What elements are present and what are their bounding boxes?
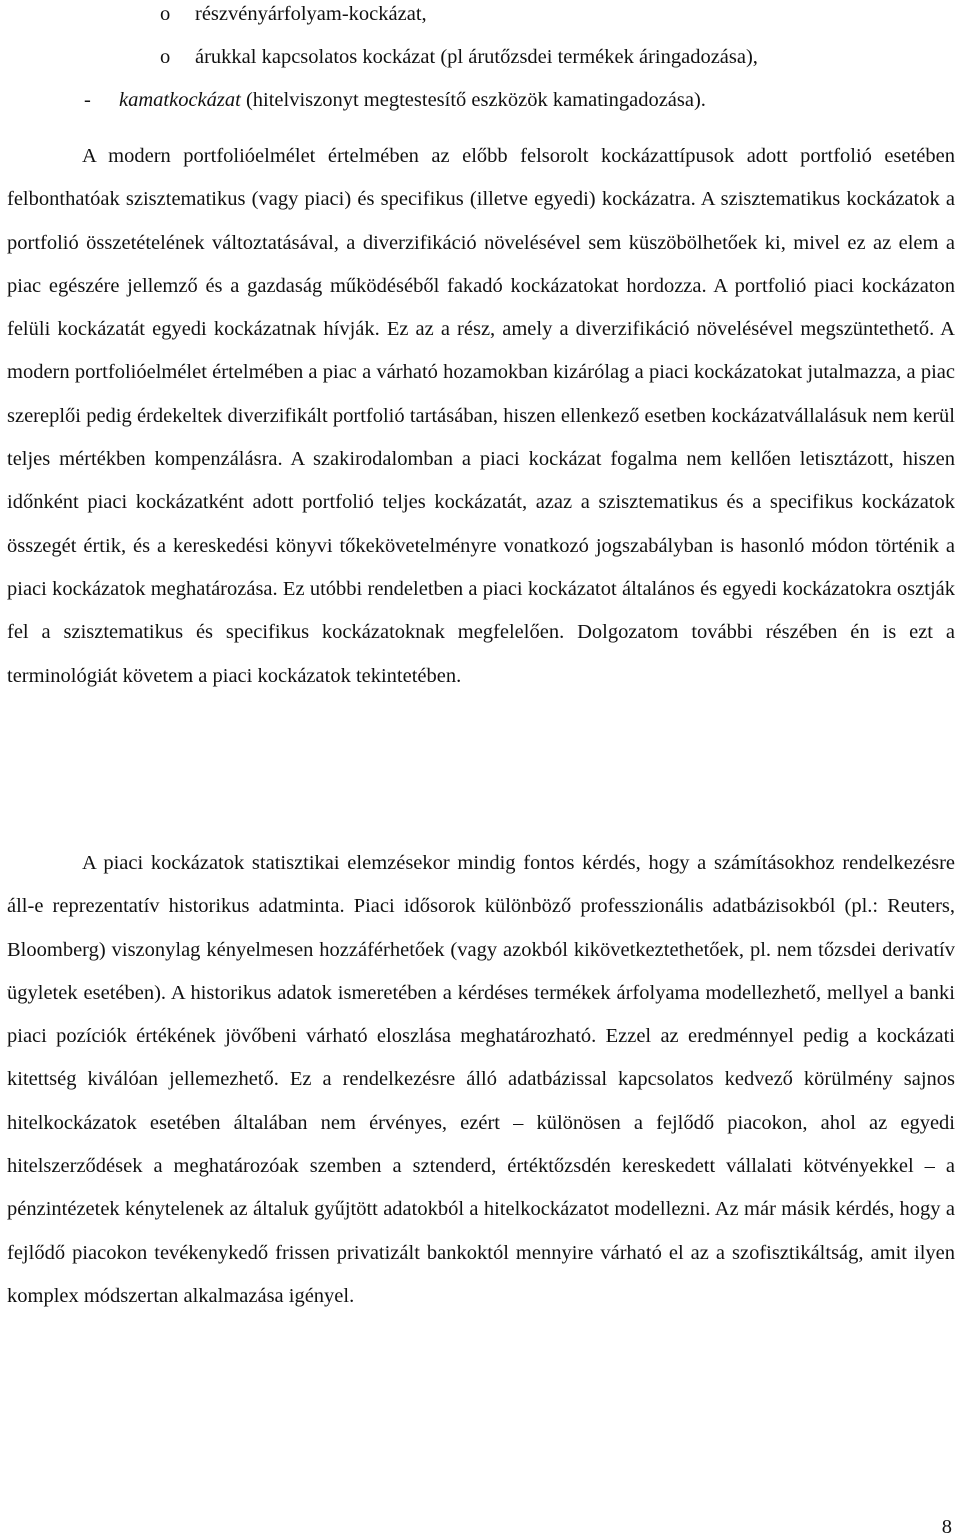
list-item (160, 45, 920, 69)
page-number: 8 (941, 1516, 952, 1538)
dash-item-text (119, 88, 706, 112)
list-item-text: árukkal kapcsolatos kockázat (pl árutőzsdei termékek áringadozása), (195, 46, 758, 68)
bullet-marker: o (160, 46, 171, 68)
paragraph-2-text: A piaci kockázatok statisztikai elemzésekor mindig fontos kérdés, hogy a számításokhoz rendelkezésre áll-e reprezentatív historikus adatminta. Piaci idősorok különböző professzionális adatbázisokból (pl.: Reuters, Bloomberg) viszonylag kényelmesen hozzáférhetőek (vagy azokból kikövetkeztethetőek, pl. nem tőzsdei derivatív ügyletek esetében). A historikus adatok ismeretében a kérdéses termékek árfolyama modellezhető, mellyel a banki piaci pozíciók értékének jövőbeni várható eloszlása meghatározható. Ezzel az eredménnyel pedig a kockázati kitettség kiválóan jellemezhető. Ez a rendelkezésre álló adatbázissal kapcsolatos kedvező körülmény sajnos hitelkockázatok esetében általában nem érvényes, ezért – különösen a fejlődő piacokon, ahol az egyedi hitelszerződések a meghatározóak szemben a sztenderd, értéktőzsdén kereskedett vállalati kötvényekkel – a pénzintézetek kénytelenek az általuk gyűjtött adatokból a hitelkockázatot modellezni. Az már másik kérdés, hogy a fejlődő piacokon tevékenykedő frissen privatizált bankoktól mennyire várható el az a szofisztikáltság, amit ilyen komplex módszertan alkalmazása igényel. (7, 852, 955, 1307)
italic-term: kamatkockázat (119, 89, 241, 111)
list-item (160, 2, 920, 26)
dash-item-rest: (hitelviszonyt megtestesítő eszközök kamatingadozása). (240, 89, 706, 111)
list-item-text: részvényárfolyam-kockázat, (195, 3, 427, 25)
dash-marker: - (84, 89, 91, 111)
bullet-marker: o (160, 3, 171, 25)
paragraph-1 (7, 135, 955, 698)
paragraph-2 (7, 842, 955, 1318)
paragraph-1-text: A modern portfolióelmélet értelmében az előbb felsorolt kockázattípusok adott portfolió esetében felbonthatóak szisztematikus (vagy piaci) és specifikus (illetve egyedi) kockázatra. A szisztematikus kockázatok a portfolió összetételének változtatásával, a diverzifikáció növelésével sem küszöbölhetőek ki, mivel ez az elem a piac egészére jellemző és a gazdaság működéséből fakadó kockázatokat hordozza. A portfolió piaci kockázaton felüli kockázatát egyedi kockázatnak hívják. Ez az a rész, amely a diverzifikáció növelésével megszüntethető. A modern portfolióelmélet értelmében a piac a várható hozamokban kizárólag a piaci kockázatokat jutalmazza, a piac szereplői pedig érdekeltek diverzifikált portfolió tartásában, hiszen ellenkező esetben kockázatvállalásuk nem kerül teljes mértékben kompenzálásra. A szakirodalomban a piaci kockázat fogalma nem kellően letisztázott, hiszen időnként piaci kockázatként adott portfolió teljes kockázatát, azaz a szisztematikus és a specifikus kockázatok összegét értik, és a kereskedési könyvi tőkekövetelményre vonatkozó jogszabályban is hasonló módon történik a piaci kockázatok meghatározása. Ez utóbbi rendeletben a piaci kockázatot általános és egyedi kockázatokra osztják fel a szisztematikus és specifikus kockázatoknak megfelelően. Dolgozatom további részében én is ezt a terminológiát követem a piaci kockázatok tekintetében. (7, 145, 955, 687)
dash-list-item (84, 88, 944, 112)
